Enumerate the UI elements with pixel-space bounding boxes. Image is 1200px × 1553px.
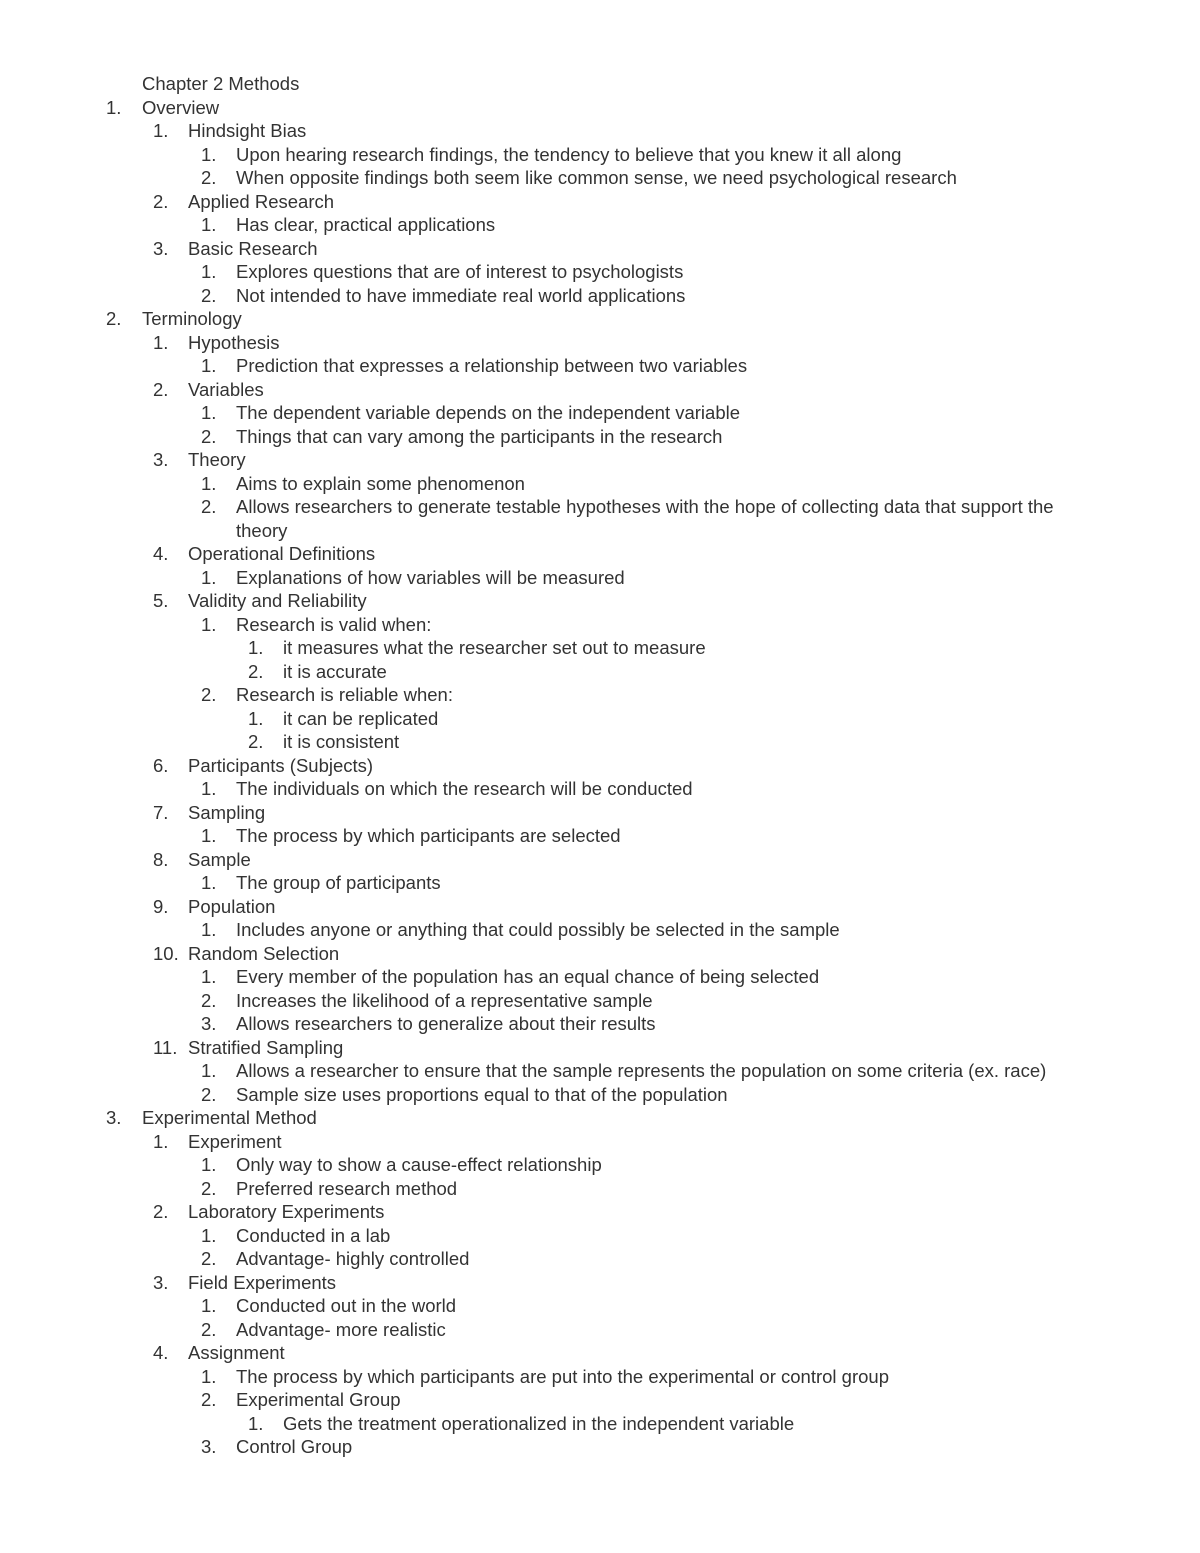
outline-item-text: Allows researchers to generalize about their results — [236, 1013, 656, 1034]
outline-item-number: 2. — [153, 1201, 169, 1222]
outline-item-text: Theory — [188, 449, 246, 470]
outline-item-number: 1. — [248, 707, 264, 729]
outline-item-number: 2. — [153, 378, 169, 400]
outline-item-number: 1. — [201, 966, 217, 987]
outline-item-number: 3. — [201, 1013, 217, 1034]
outline-item-level-3 — [0, 918, 1200, 942]
outline-item-text: When opposite findings both seem like common sense, we need psychological research — [236, 167, 957, 188]
outline-item-text: Has clear, practical applications — [236, 214, 496, 235]
outline-item-text: Hypothesis — [188, 331, 280, 353]
outline-item-level-3 — [0, 965, 1200, 989]
outline-item-number: 2. — [201, 167, 217, 188]
outline-item-level-1 — [0, 307, 1200, 331]
outline-item-text: Terminology — [142, 308, 242, 329]
outline-item-number: 1. — [201, 355, 217, 376]
outline-item-text: Conducted in a lab — [236, 1224, 391, 1246]
outline-item-number: 1. — [201, 919, 217, 940]
outline-item-number: 1. — [201, 143, 217, 165]
outline-item-text: Experiment — [188, 1130, 282, 1152]
outline-item-number: 3. — [153, 449, 169, 470]
outline-item-level-3 — [0, 1224, 1200, 1248]
outline-item-number: 11. — [153, 1036, 178, 1058]
outline-item-level-3 — [0, 1153, 1200, 1177]
outline-item-text: Laboratory Experiments — [188, 1201, 385, 1222]
outline-item-number: 5. — [153, 590, 169, 611]
outline-item-text: Advantage- highly controlled — [236, 1248, 470, 1269]
outline-item-level-3 — [0, 683, 1200, 707]
outline-item-level-3 — [0, 166, 1200, 190]
outline-item-level-3 — [0, 401, 1200, 425]
outline-item-level-3 — [0, 1059, 1200, 1083]
outline-list — [0, 96, 1200, 1459]
outline-item-text: Sample size uses proportions equal to that of the population — [236, 1083, 728, 1105]
outline-item-number: 2. — [201, 1318, 217, 1340]
outline-item-number: 1. — [201, 1154, 217, 1175]
outline-item-text: Every member of the population has an equal chance of being selected — [236, 966, 820, 987]
outline-item-text: Stratified Sampling — [188, 1036, 344, 1058]
outline-item-level-4 — [0, 707, 1200, 731]
outline-item-number: 1. — [248, 637, 264, 658]
outline-item-text: Research is reliable when: — [236, 684, 453, 705]
outline-item-level-2 — [0, 119, 1200, 143]
outline-item-level-2 — [0, 589, 1200, 613]
outline-item-text: it measures what the researcher set out to measure — [283, 637, 706, 658]
outline-item-number: 1. — [201, 566, 217, 588]
outline-item-level-2 — [0, 754, 1200, 778]
outline-item-number: 1. — [153, 1130, 169, 1152]
outline-item-text: Assignment — [188, 1342, 285, 1363]
outline-item-level-2 — [0, 331, 1200, 355]
outline-item-level-3 — [0, 354, 1200, 378]
outline-item-level-3 — [0, 777, 1200, 801]
document-title: Chapter 2 Methods — [142, 73, 300, 94]
outline-item-text: Conducted out in the world — [236, 1295, 457, 1316]
outline-item-text: Not intended to have immediate real world applications — [236, 284, 686, 306]
outline-item-number: 1. — [201, 872, 217, 893]
outline-item-text: it can be replicated — [283, 707, 439, 729]
outline-item-text: Basic Research — [188, 237, 318, 259]
outline-item-text: Variables — [188, 378, 264, 400]
outline-item-text: Validity and Reliability — [188, 590, 367, 611]
outline-item-number: 4. — [153, 543, 169, 564]
outline-item-text: Advantage- more realistic — [236, 1318, 446, 1340]
outline-item-number: 2. — [201, 284, 217, 306]
outline-item-text: Increases the likelihood of a representative sample — [236, 989, 653, 1011]
outline-item-number: 2. — [201, 684, 217, 705]
outline-item-text: Control Group — [236, 1436, 353, 1457]
outline-item-level-3 — [0, 1365, 1200, 1389]
outline-item-level-2 — [0, 895, 1200, 919]
outline-item-level-2 — [0, 801, 1200, 825]
outline-item-text: Aims to explain some phenomenon — [236, 472, 525, 494]
outline-item-text: Things that can vary among the participants in the research — [236, 425, 723, 447]
outline-item-text: Only way to show a cause-effect relationship — [236, 1154, 602, 1175]
outline-item-text: Prediction that expresses a relationship between two variables — [236, 355, 748, 376]
outline-item-number: 2. — [201, 1177, 217, 1199]
outline-item-level-1 — [0, 96, 1200, 120]
outline-item-level-3 — [0, 613, 1200, 637]
outline-item-level-1 — [0, 1106, 1200, 1130]
outline-item-number: 1. — [201, 261, 217, 282]
outline-item-level-3 — [0, 143, 1200, 167]
outline-item-text: Applied Research — [188, 190, 335, 212]
outline-item-level-3 — [0, 1388, 1200, 1412]
outline-item-level-3 — [0, 1083, 1200, 1107]
outline-item-number: 2. — [201, 425, 217, 447]
outline-item-text: Explores questions that are of interest to psychologists — [236, 261, 684, 282]
outline-item-text: The dependent variable depends on the independent variable — [236, 402, 741, 423]
outline-item-level-4 — [0, 636, 1200, 660]
outline-item-number: 7. — [153, 801, 169, 823]
outline-item-level-2 — [0, 237, 1200, 261]
outline-item-number: 2. — [248, 731, 264, 752]
outline-item-text: Random Selection — [188, 942, 340, 964]
outline-item-number: 6. — [153, 754, 169, 776]
outline-item-level-2 — [0, 542, 1200, 566]
outline-item-number: 4. — [153, 1342, 169, 1363]
outline-item-number: 1. — [153, 331, 169, 353]
outline-item-level-4 — [0, 660, 1200, 684]
outline-item-number: 1. — [201, 613, 217, 635]
outline-item-number: 10. — [153, 942, 179, 964]
outline-item-text: Sample — [188, 848, 251, 870]
outline-item-number: 2. — [201, 1248, 217, 1269]
outline-item-level-3 — [0, 425, 1200, 449]
outline-item-level-2 — [0, 848, 1200, 872]
outline-item-number: 2. — [153, 190, 169, 212]
outline-item-number: 1. — [201, 1224, 217, 1246]
outline-item-level-3 — [0, 1012, 1200, 1036]
outline-item-text: Allows a researcher to ensure that the sample represents the population on some criteria (ex. race) — [236, 1060, 1047, 1081]
outline-item-text: Includes anyone or anything that could possibly be selected in the sample — [236, 919, 840, 940]
outline-item-text: The process by which participants are put into the experimental or control group — [236, 1365, 889, 1387]
outline-item-number: 2. — [106, 308, 122, 329]
outline-item-number: 3. — [106, 1107, 122, 1128]
outline-item-level-2 — [0, 1036, 1200, 1060]
outline-item-text: Explanations of how variables will be measured — [236, 566, 625, 588]
outline-item-text: Upon hearing research findings, the tendency to believe that you knew it all along — [236, 143, 902, 165]
outline-item-level-3 — [0, 871, 1200, 895]
outline-item-number: 1. — [201, 825, 217, 846]
outline-item-level-2 — [0, 448, 1200, 472]
outline-item-text: it is accurate — [283, 660, 387, 682]
outline-item-level-3 — [0, 260, 1200, 284]
outline-item-level-3 — [0, 1318, 1200, 1342]
outline-item-level-2 — [0, 1271, 1200, 1295]
outline-item-text: Field Experiments — [188, 1271, 337, 1293]
outline-item-text: Allows researchers to generate testable hypotheses with the hope of collecting data that support the theory — [236, 496, 1054, 541]
outline-item-number: 3. — [201, 1436, 217, 1457]
outline-item-level-2 — [0, 1130, 1200, 1154]
outline-item-text: Hindsight Bias — [188, 120, 307, 141]
outline-item-number: 2. — [201, 1389, 217, 1410]
outline-item-level-3 — [0, 1247, 1200, 1271]
outline-item-text: The group of participants — [236, 872, 441, 893]
outline-item-level-2 — [0, 1200, 1200, 1224]
outline-item-number: 2. — [201, 1083, 217, 1105]
outline-item-level-2 — [0, 942, 1200, 966]
outline-item-number: 8. — [153, 848, 169, 870]
outline-item-number: 2. — [201, 989, 217, 1011]
outline-item-text: Overview — [142, 96, 220, 118]
outline-item-level-2 — [0, 378, 1200, 402]
outline-item-text: Experimental Group — [236, 1389, 401, 1410]
outline-item-text: Participants (Subjects) — [188, 754, 374, 776]
outline-item-number: 1. — [201, 1295, 217, 1316]
outline-item-level-3 — [0, 284, 1200, 308]
outline-item-level-3 — [0, 1294, 1200, 1318]
outline-item-text: Population — [188, 895, 276, 917]
outline-item-level-3 — [0, 989, 1200, 1013]
outline-item-level-3 — [0, 1177, 1200, 1201]
outline-item-number: 2. — [248, 660, 264, 682]
outline-item-number: 1. — [201, 402, 217, 423]
outline-item-level-2 — [0, 190, 1200, 214]
outline-item-level-3 — [0, 213, 1200, 237]
outline-item-number: 9. — [153, 895, 169, 917]
outline-item-text: Operational Definitions — [188, 543, 376, 564]
outline-item-level-3 — [0, 472, 1200, 496]
outline-item-number: 1. — [106, 96, 122, 118]
outline-item-text: The individuals on which the research will be conducted — [236, 778, 693, 799]
outline-item-level-3 — [0, 566, 1200, 590]
outline-item-number: 1. — [201, 778, 217, 799]
outline-item-text: Sampling — [188, 801, 266, 823]
outline-item-text: it is consistent — [283, 731, 400, 752]
outline-item-text: Research is valid when: — [236, 613, 432, 635]
outline-item-level-4 — [0, 1412, 1200, 1436]
outline-item-number: 1. — [201, 214, 217, 235]
outline-item-number: 1. — [153, 120, 169, 141]
outline-item-number: 1. — [201, 1365, 217, 1387]
outline-item-number: 1. — [248, 1412, 264, 1434]
outline-item-number: 3. — [153, 1271, 169, 1293]
outline-item-level-3 — [0, 495, 1200, 542]
outline-item-level-4 — [0, 730, 1200, 754]
outline-item-text: Gets the treatment operationalized in the independent variable — [283, 1412, 795, 1434]
outline-item-number: 1. — [201, 1060, 217, 1081]
outline-item-text: Experimental Method — [142, 1107, 317, 1128]
outline-item-number: 3. — [153, 237, 169, 259]
outline-item-text: The process by which participants are selected — [236, 825, 621, 846]
outline-item-text: Preferred research method — [236, 1177, 458, 1199]
outline-item-number: 1. — [201, 472, 217, 494]
outline-item-level-2 — [0, 1341, 1200, 1365]
outline-item-level-3 — [0, 824, 1200, 848]
outline-item-level-3 — [0, 1435, 1200, 1459]
outline-item-number: 2. — [201, 496, 217, 517]
